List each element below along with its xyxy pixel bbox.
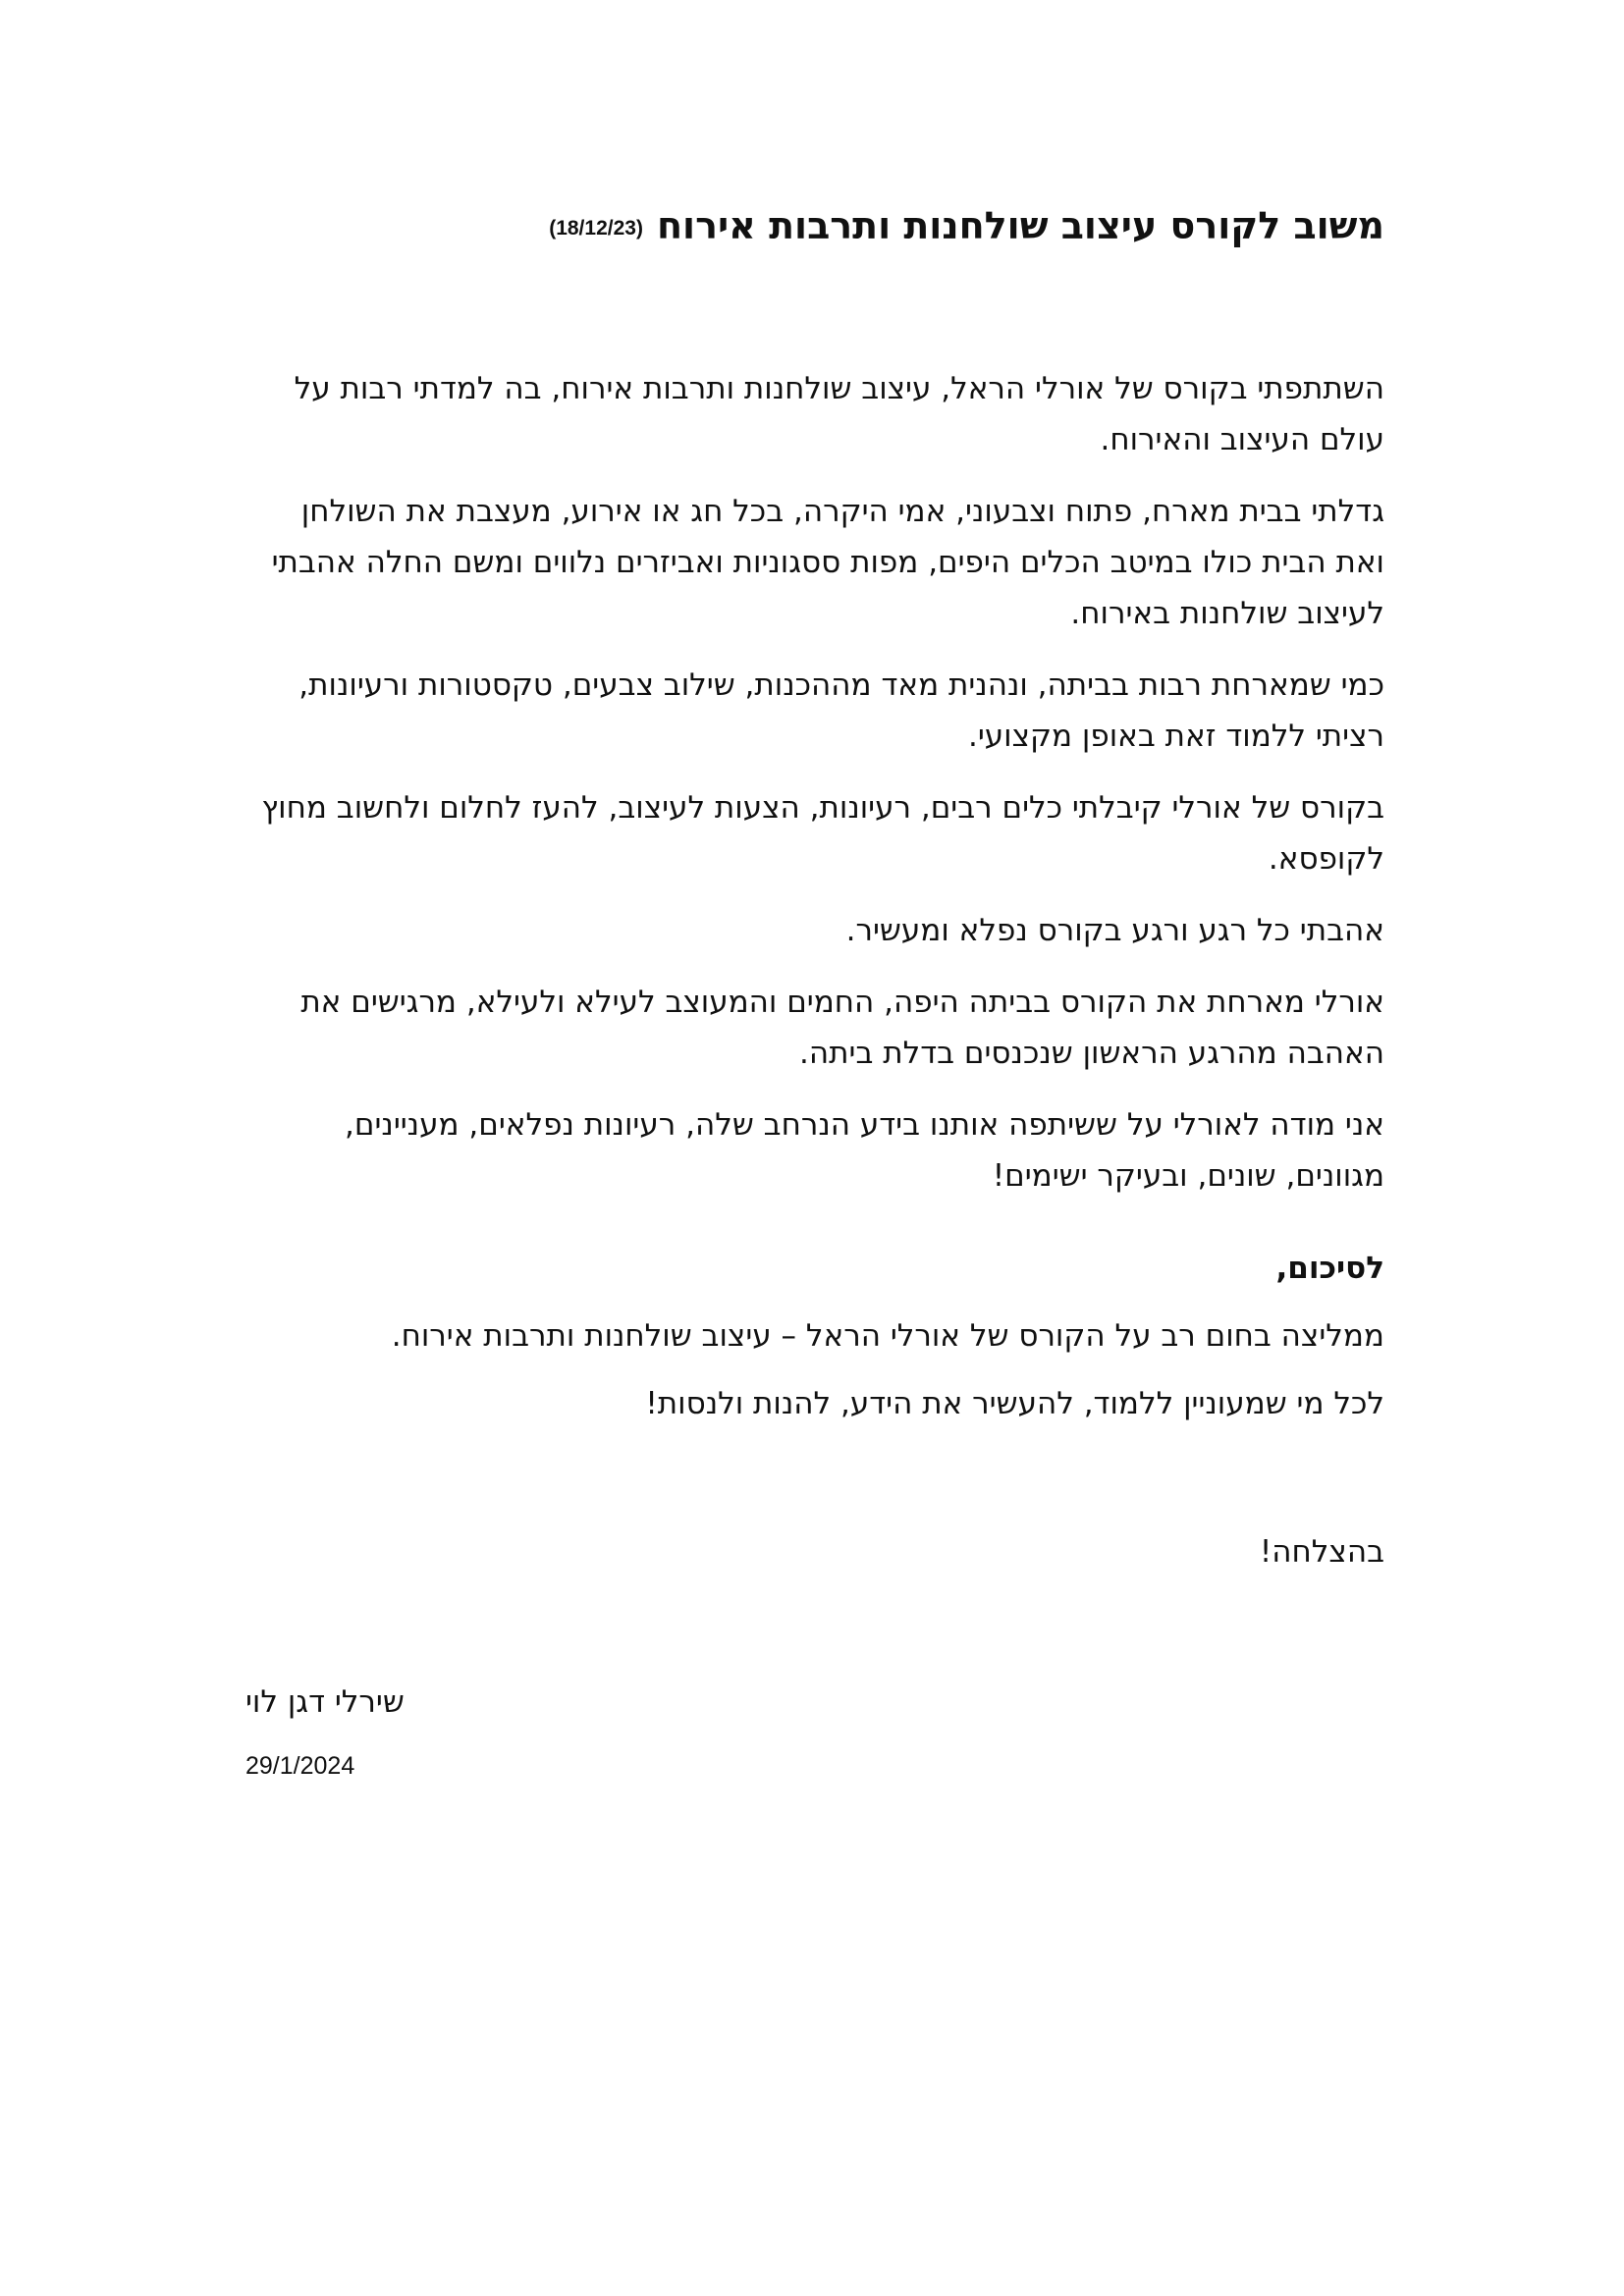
summary-heading: לסיכום, [1275, 1251, 1384, 1286]
summary-line-2: לכל מי שמעוניין ללמוד, להעשיר את הידע, להנות ולנסות! [645, 1386, 1384, 1421]
signature-date: 29/1/2024 [245, 1752, 355, 1780]
signature-name: שירלי דגן לוי [245, 1684, 405, 1720]
title-date: (18/12/23) [549, 217, 643, 240]
summary-line-1: ממליצה בחום רב על הקורס של אורלי הראל – עיצוב שולחנות ותרבות אירוח. [391, 1318, 1384, 1354]
paragraph-2: גדלתי בבית מארח, פתוח וצבעוני, אמי היקרה, בכל חג או אירוע, מעצבת את השולחן ואת הבית כולו במיטב הכלים היפים, מפות ססגוניות ואביזרים נלווים ומשם החלה אהבתי לעיצוב שולחנות באירוח. [271, 494, 1384, 631]
paragraph-5: אהבתי כל רגע ורגע בקורס נפלא ומעשיר. [845, 913, 1384, 948]
summary-section [245, 1243, 1384, 1446]
closing-text: בהצלחה! [1259, 1534, 1384, 1570]
paragraph-3: כמי שמארחת רבות בביתה, ונהנית מאד מההכנות, שילוב צבעים, טקסטורות ורעיונות, רציתי ללמוד זאת באופן מקצועי. [298, 667, 1384, 754]
paragraph-6: אורלי מארחת את הקורס בביתה היפה, החמים והמעוצב לעילא ולעילא, מרגישים את האהבה מהרגע הראשון שנכנסים בדלת ביתה. [300, 985, 1384, 1071]
feedback-body [245, 363, 1384, 1222]
document-title [549, 201, 1384, 253]
paragraph-7: אני מודה לאורלי על ששיתפה אותנו בידע הנרחב שלה, רעיונות נפלאים, מעניינים, מגוונים, שונים, ובעיקר ישימים! [345, 1107, 1384, 1194]
title-text: משוב לקורס עיצוב שולחנות ותרבות אירוח [656, 204, 1384, 247]
paragraph-1: השתתפתי בקורס של אורלי הראל, עיצוב שולחנות ותרבות אירוח, בה למדתי רבות על עולם העיצוב והאירוח. [294, 371, 1384, 457]
closing-section [245, 1526, 1384, 1577]
paragraph-4: בקורס של אורלי קיבלתי כלים רבים, רעיונות, הצעות לעיצוב, להעז לחלום ולחשוב מחוץ לקופסא. [261, 790, 1384, 877]
